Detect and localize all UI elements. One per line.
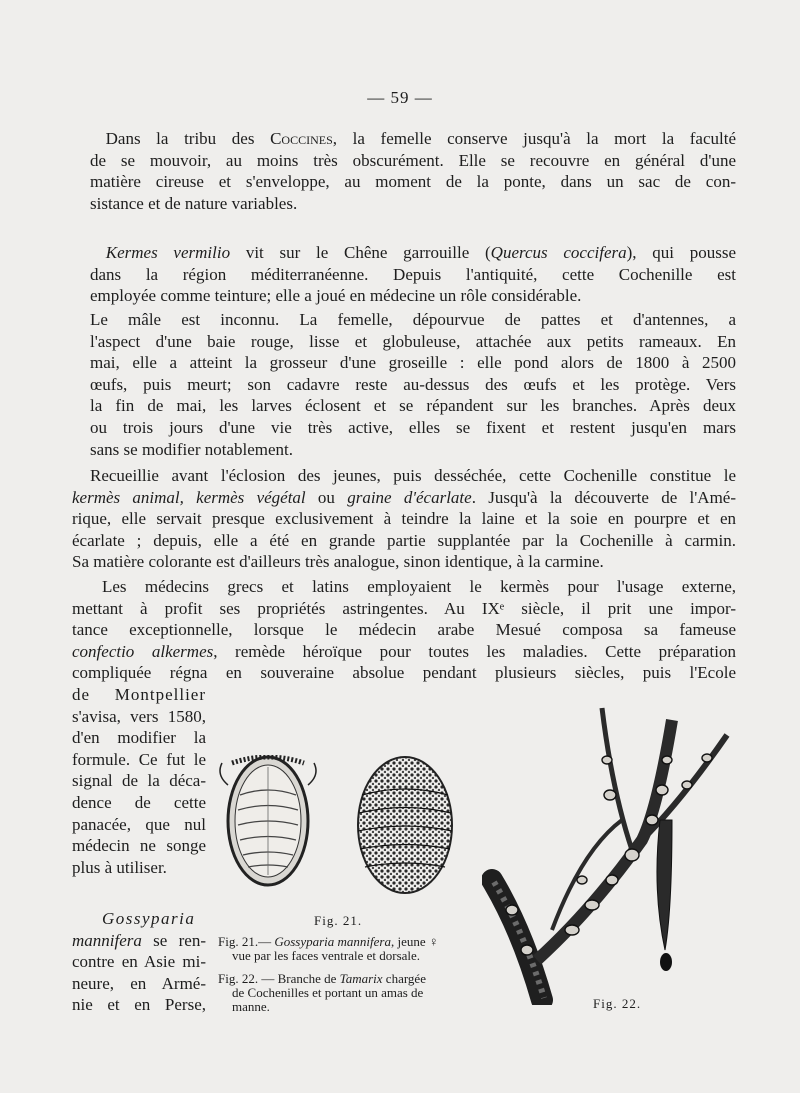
text-line bbox=[72, 908, 206, 930]
text-line: de Montpellier bbox=[72, 685, 206, 704]
paragraph-medecins bbox=[72, 576, 736, 684]
text-line: œufs, puis meurt; son cadavre reste au-dessus des œufs et les protège. Vers bbox=[90, 374, 736, 394]
manna-drop bbox=[660, 953, 672, 971]
text-line: Le mâle est inconnu. La femelle, dépourvue de pattes et d'antennes, a bbox=[90, 310, 736, 329]
figure-22-label: Fig. 22. bbox=[593, 996, 642, 1011]
text-line: écarlate ; depuis, elle a été en grande partie supplantée par la Cochenille à carmin. bbox=[72, 530, 736, 550]
paragraph-recueillie bbox=[72, 465, 736, 573]
text-line: sans se modifier notablement. bbox=[90, 439, 294, 459]
text-line: Kermes vermilio vit sur le Chêne garrouille (Quercus coccifera), qui pousse bbox=[105, 243, 737, 262]
text-line: Dans la tribu des Coccines, la femelle conserve jusqu'à la mort la faculté bbox=[105, 129, 736, 148]
text-line: neure, en Armé- bbox=[72, 973, 206, 993]
paragraph-gossyparia bbox=[72, 908, 206, 1016]
text-line: formule. Ce fut le bbox=[72, 749, 206, 769]
text-line: dans la région méditerranéenne. Depuis l'antiquité, cette Cochenille est bbox=[90, 264, 736, 284]
figure-21-caption: Fig. 21.— Gossyparia mannifera, jeune ♀ vue par les faces ventrale et dorsale. bbox=[218, 934, 439, 963]
text-line: panacée, que nul bbox=[72, 814, 206, 834]
figure-22-illustration bbox=[482, 700, 740, 1005]
text-line: dence de cette bbox=[72, 792, 206, 812]
text-line: compliquée régna en souveraine absolue pendant plusieurs siècles, puis l'Ecole bbox=[72, 663, 736, 683]
text-line: d'en modifier la bbox=[72, 728, 206, 748]
text-line: contre en Asie mi- bbox=[72, 952, 206, 972]
text-line: mettant à profit ses propriétés astringentes. Au IXᵉ siècle, il prit une impor- bbox=[72, 598, 736, 618]
text-line: s'avisa, vers 1580, bbox=[72, 706, 206, 726]
text-line: mannifera se ren- bbox=[72, 930, 206, 950]
ventral-view bbox=[220, 757, 316, 885]
text-line: confectio alkermes, remède héroïque pour toutes les maladies. Cette préparation bbox=[72, 641, 736, 661]
species-name: Kermes vermilio bbox=[105, 243, 231, 262]
paragraph-male bbox=[90, 309, 736, 460]
text-line: signal de la déca- bbox=[72, 771, 206, 791]
species-name: Gossyparia bbox=[102, 909, 196, 928]
text-line: Sa matière colorante est d'ailleurs très analogue, sinon identique, à la carmine. bbox=[72, 552, 604, 572]
text-line: Les médecins grecs et latins employaient le kermès pour l'usage externe, bbox=[102, 577, 736, 596]
text-line: l'aspect d'une baie rouge, lisse et globuleuse, attachée aux petits rameaux. En bbox=[90, 331, 736, 351]
text-line: kermès animal, kermès végétal ou graine d'écarlate. Jusqu'à la découverte de l'Amé- bbox=[72, 487, 737, 507]
figure-22-caption: Fig. 22. — Branche de Tamarix chargée de Cochenilles et portant un amas de manne. bbox=[218, 971, 426, 1014]
paragraph-coccines bbox=[90, 128, 736, 214]
species-name: mannifera bbox=[72, 930, 142, 950]
text-line: ou trois jours d'une vie très active, elles se fixent et restent jusqu'en mars bbox=[90, 417, 736, 437]
text-line: Recueillie avant l'éclosion des jeunes, puis desséchée, cette Cochenille constitue le bbox=[90, 466, 736, 485]
figure-21-illustration bbox=[218, 755, 480, 905]
paragraph-medecins-narrow bbox=[72, 684, 206, 878]
dorsal-view bbox=[358, 757, 452, 893]
text-line: médecin ne songe bbox=[72, 836, 206, 856]
text-line: nie et en Perse, bbox=[72, 995, 206, 1015]
text-line: la fin de mai, les larves éclosent et se répandent sur les branches. Après deux bbox=[90, 396, 736, 416]
page-number: — 59 — bbox=[367, 88, 433, 107]
tamarix-branch bbox=[492, 708, 727, 1000]
text-line: sistance et de nature variables. bbox=[90, 193, 298, 213]
text-line: matière cireuse et s'enveloppe, au moment de la ponte, dans un sac de con- bbox=[90, 172, 736, 192]
figure-21-label: Fig. 21. bbox=[314, 913, 363, 928]
text-line: de se mouvoir, au moins très obscurément. Elle se recouvre en général d'une bbox=[90, 150, 736, 170]
text-line: employée comme teinture; elle a joué en médecine un rôle considérable. bbox=[90, 286, 582, 306]
text-line: rique, elle servait presque exclusivement à teindre la laine et la soie en pourpre et en bbox=[72, 509, 736, 529]
species-name: Quercus coccifera bbox=[490, 243, 627, 262]
smallcaps-term: Coccines bbox=[270, 129, 333, 148]
paragraph-kermes bbox=[90, 242, 736, 307]
text-line: tance exceptionnelle, lorsque le médecin arabe Mesué composa sa fameuse bbox=[72, 620, 736, 640]
text-line: plus à utiliser. bbox=[72, 857, 167, 877]
text-line: mai, elle a atteint la grosseur d'une groseille : elle pond alors de 1800 à 2500 bbox=[90, 353, 736, 373]
